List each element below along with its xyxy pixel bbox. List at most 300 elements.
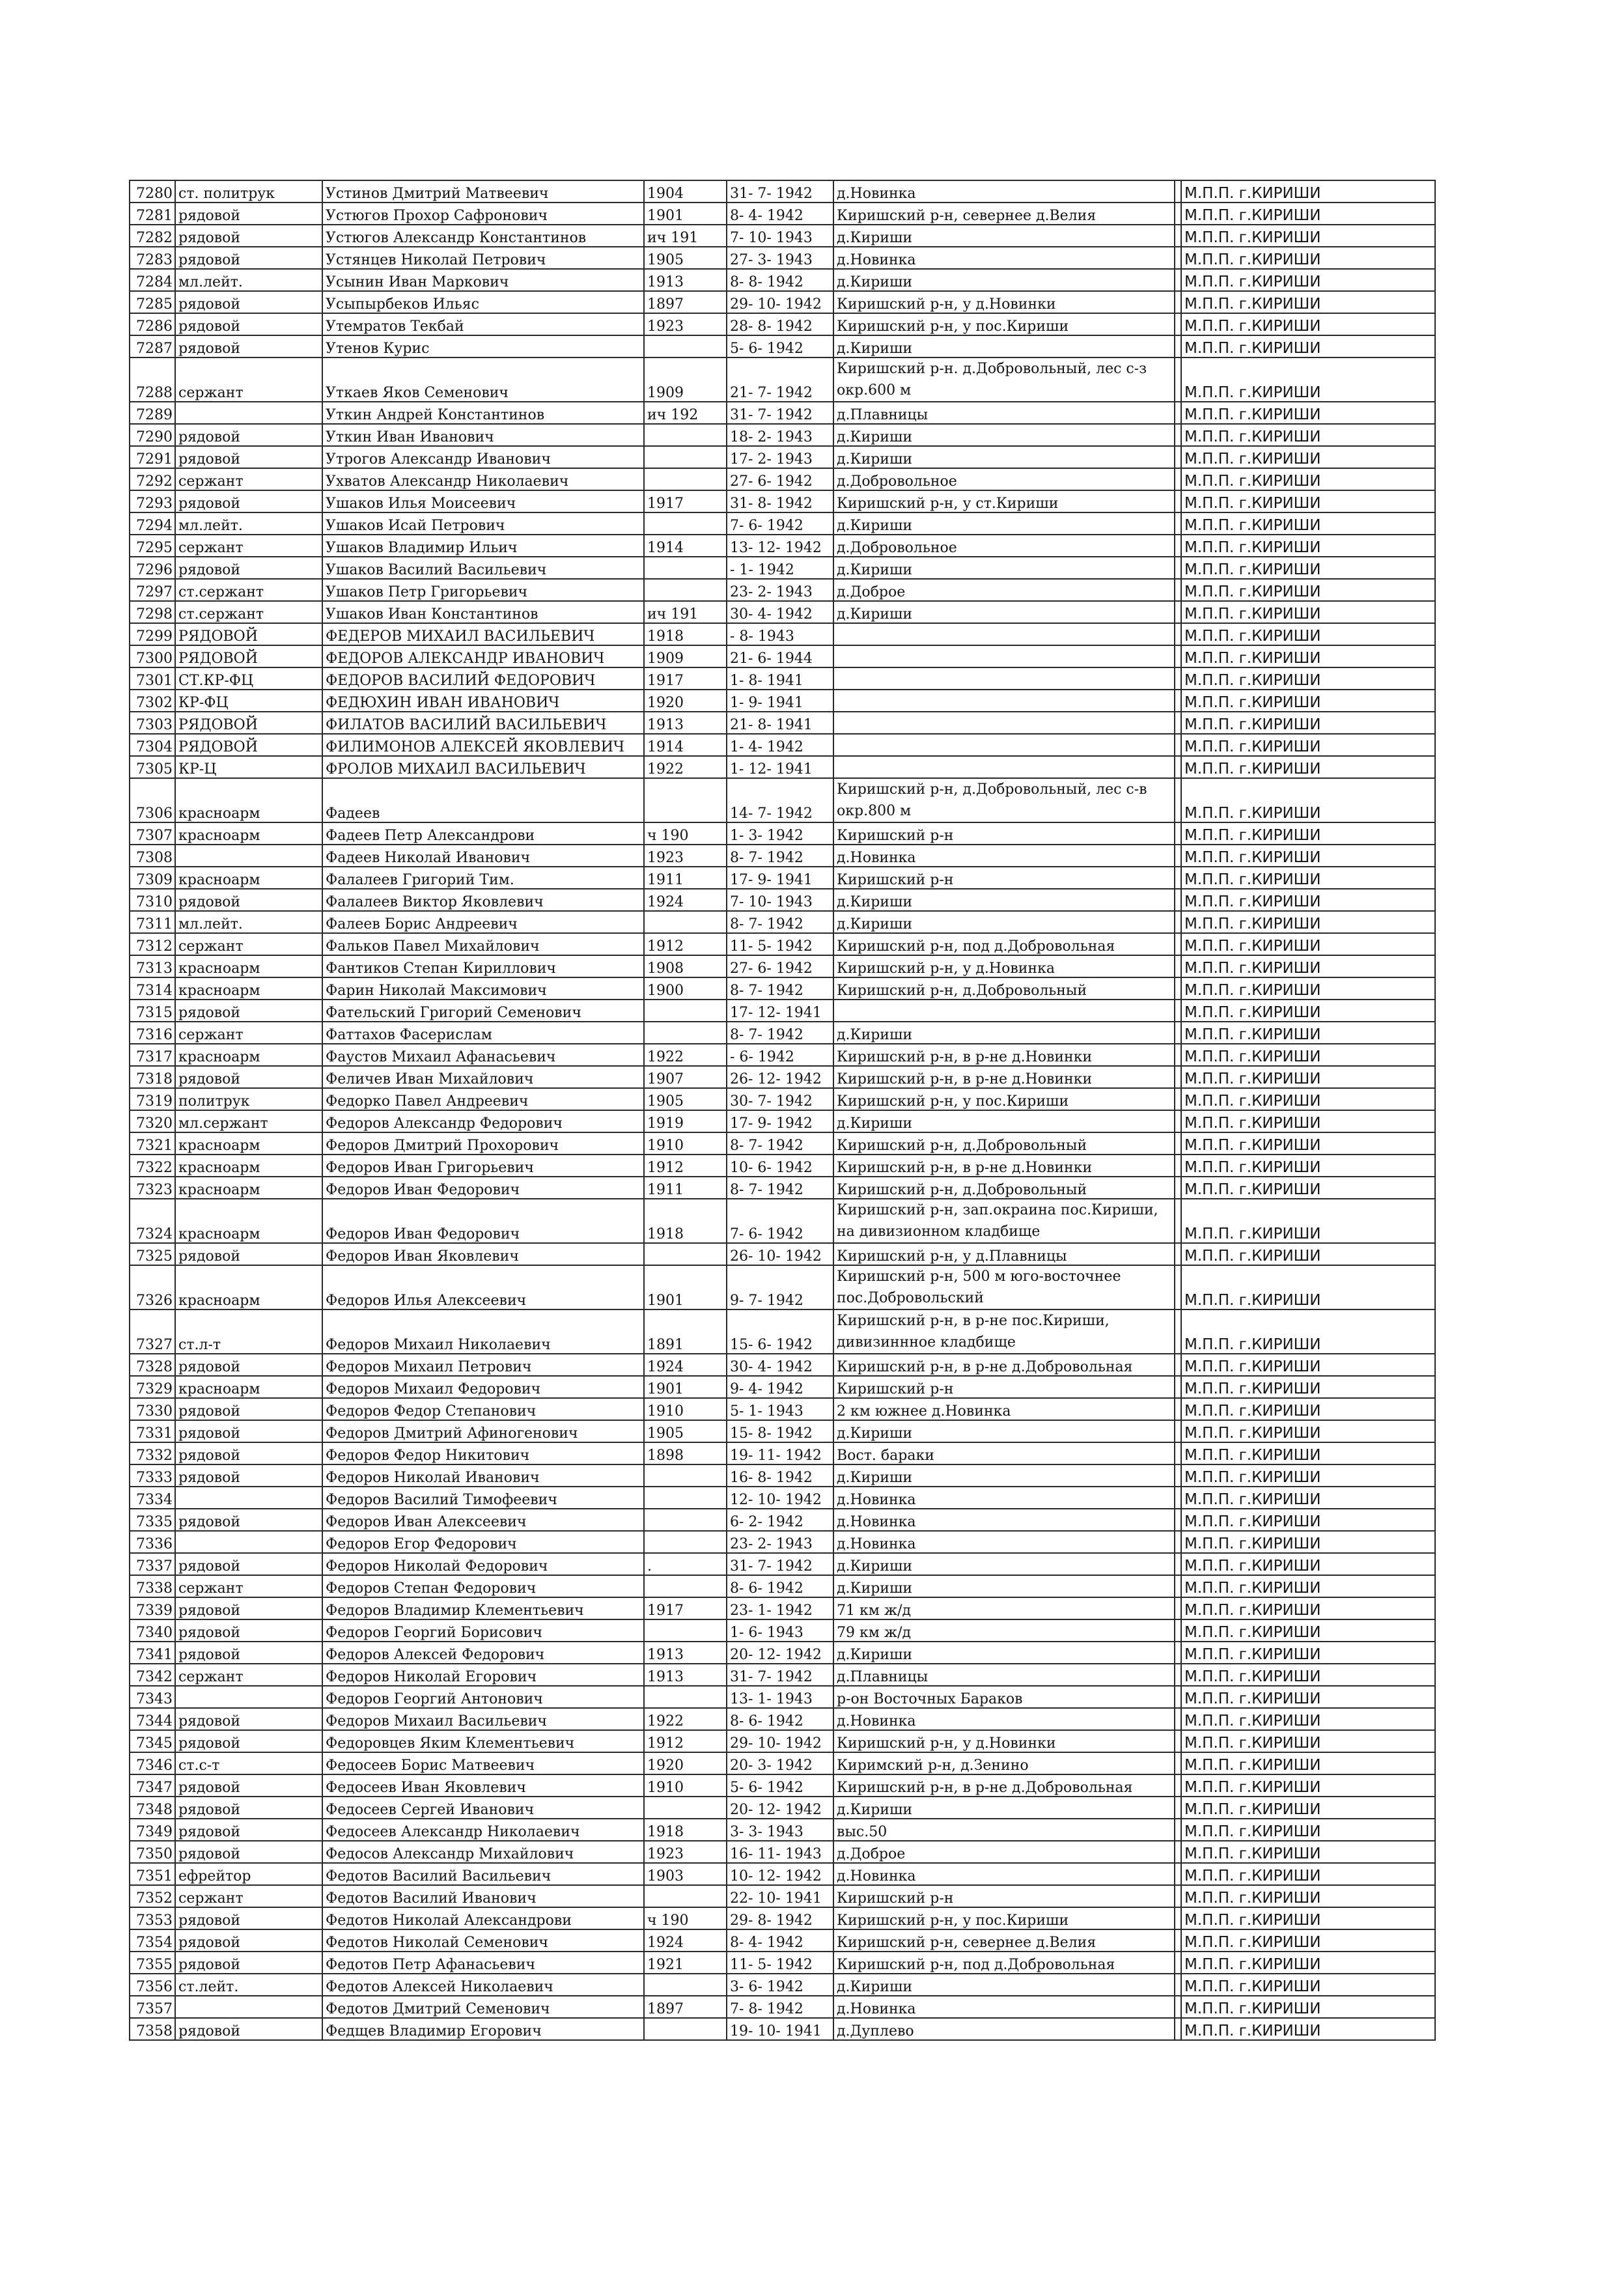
record-number-cell: 7322 (130, 1155, 175, 1177)
birth-year-cell (644, 1509, 727, 1531)
death-date-cell: 30- 4- 1942 (727, 1354, 833, 1376)
death-date-cell: 6- 2- 1942 (727, 1509, 833, 1531)
table-row (130, 203, 1435, 225)
spacer-cell (1175, 1309, 1181, 1354)
record-number-cell: 7351 (130, 1863, 175, 1885)
rank-cell: сержант (175, 1022, 322, 1044)
full-name-cell: Ушаков Василий Васильевич (322, 557, 644, 579)
rank-cell: сержант (175, 1664, 322, 1686)
death-date-cell: 17- 12- 1941 (727, 1000, 833, 1022)
birth-year-cell: 1920 (644, 1752, 727, 1774)
birth-year-cell: 1907 (644, 1066, 727, 1088)
spacer-cell (1175, 1642, 1181, 1664)
memorial-place-cell: М.П.П. г.КИРИШИ (1181, 1376, 1435, 1398)
record-number-cell: 7307 (130, 822, 175, 845)
full-name-cell: Уткин Иван Иванович (322, 424, 644, 446)
birth-year-cell: 1913 (644, 1664, 727, 1686)
table-row (130, 623, 1435, 645)
spacer-cell (1175, 822, 1181, 845)
death-date-cell: 20- 12- 1942 (727, 1797, 833, 1819)
spacer-cell (1175, 1265, 1181, 1309)
memorial-place-cell: М.П.П. г.КИРИШИ (1181, 867, 1435, 889)
record-number-cell: 7288 (130, 357, 175, 402)
table-row (130, 1177, 1435, 1199)
memorial-place-cell: М.П.П. г.КИРИШИ (1181, 1597, 1435, 1619)
birth-year-cell: 1901 (644, 203, 727, 225)
death-date-cell: 1- 8- 1941 (727, 667, 833, 690)
birth-year-cell: 1914 (644, 535, 727, 557)
rank-cell: ст.с-т (175, 1752, 322, 1774)
table-row (130, 269, 1435, 291)
record-number-cell: 7284 (130, 269, 175, 291)
rank-cell (175, 402, 322, 424)
table-row (130, 225, 1435, 247)
rank-cell: сержант (175, 1575, 322, 1597)
spacer-cell (1175, 1398, 1181, 1420)
memorial-place-cell: М.П.П. г.КИРИШИ (1181, 402, 1435, 424)
record-number-cell: 7313 (130, 955, 175, 977)
spacer-cell (1175, 225, 1181, 247)
spacer-cell (1175, 357, 1181, 402)
spacer-cell (1175, 1088, 1181, 1110)
spacer-cell (1175, 446, 1181, 468)
record-number-cell: 7336 (130, 1531, 175, 1553)
birth-year-cell: 1909 (644, 357, 727, 402)
birth-year-cell: 1924 (644, 1929, 727, 1952)
spacer-cell (1175, 1531, 1181, 1553)
table-row (130, 1354, 1435, 1376)
birth-year-cell (644, 1022, 727, 1044)
memorial-place-cell: М.П.П. г.КИРИШИ (1181, 1420, 1435, 1442)
burial-location-cell: Киришский р-н, в р-не д.Новинки (833, 1044, 1175, 1066)
full-name-cell: Федоров Алексей Федорович (322, 1642, 644, 1664)
record-number-cell: 7353 (130, 1907, 175, 1929)
table-row (130, 1044, 1435, 1066)
burial-register-table (129, 180, 1436, 2041)
memorial-place-cell: М.П.П. г.КИРИШИ (1181, 1132, 1435, 1155)
spacer-cell (1175, 955, 1181, 977)
spacer-cell (1175, 579, 1181, 601)
table-row (130, 1243, 1435, 1265)
burial-location-cell: д.Кириши (833, 557, 1175, 579)
burial-location-cell: д.Кириши (833, 601, 1175, 623)
death-date-cell: 23- 1- 1942 (727, 1597, 833, 1619)
full-name-cell: Утемратов Текбай (322, 313, 644, 335)
spacer-cell (1175, 1708, 1181, 1730)
rank-cell: КР-ФЦ (175, 690, 322, 712)
full-name-cell: Федоров Иван Яковлевич (322, 1243, 644, 1265)
birth-year-cell: 1910 (644, 1398, 727, 1420)
burial-location-cell: Киришский р-н, в р-не пос.Кириши, дивизиннное кладбище (833, 1309, 1175, 1354)
full-name-cell: Федоров Дмитрий Прохорович (322, 1132, 644, 1155)
burial-location-cell: выс.50 (833, 1819, 1175, 1841)
spacer-cell (1175, 1619, 1181, 1642)
memorial-place-cell: М.П.П. г.КИРИШИ (1181, 1066, 1435, 1088)
full-name-cell: Устянцев Николай Петрович (322, 247, 644, 269)
memorial-place-cell: М.П.П. г.КИРИШИ (1181, 1000, 1435, 1022)
record-number-cell: 7305 (130, 756, 175, 778)
death-date-cell: 29- 8- 1942 (727, 1907, 833, 1929)
rank-cell: рядовой (175, 889, 322, 911)
birth-year-cell (644, 424, 727, 446)
death-date-cell: 13- 12- 1942 (727, 535, 833, 557)
rank-cell: рядовой (175, 1819, 322, 1841)
birth-year-cell: ич 191 (644, 225, 727, 247)
memorial-place-cell: М.П.П. г.КИРИШИ (1181, 690, 1435, 712)
table-row (130, 557, 1435, 579)
memorial-place-cell: М.П.П. г.КИРИШИ (1181, 645, 1435, 667)
table-row (130, 1642, 1435, 1664)
memorial-place-cell: М.П.П. г.КИРИШИ (1181, 778, 1435, 822)
death-date-cell: 21- 7- 1942 (727, 357, 833, 402)
full-name-cell: Устюгов Прохор Сафронович (322, 203, 644, 225)
spacer-cell (1175, 933, 1181, 955)
record-number-cell: 7335 (130, 1509, 175, 1531)
birth-year-cell: 1919 (644, 1110, 727, 1132)
spacer-cell (1175, 690, 1181, 712)
record-number-cell: 7296 (130, 557, 175, 579)
rank-cell: сержант (175, 933, 322, 955)
burial-location-cell: Киришский р-н. д.Добровольный, лес с-з окр.600 м (833, 357, 1175, 402)
burial-location-cell (833, 645, 1175, 667)
spacer-cell (1175, 203, 1181, 225)
birth-year-cell: 1924 (644, 1354, 727, 1376)
full-name-cell: Ушаков Петр Григорьевич (322, 579, 644, 601)
full-name-cell: Феличев Иван Михайлович (322, 1066, 644, 1088)
spacer-cell (1175, 845, 1181, 867)
full-name-cell: Фадеев (322, 778, 644, 822)
spacer-cell (1175, 1376, 1181, 1398)
death-date-cell: - 6- 1942 (727, 1044, 833, 1066)
rank-cell: красноарм (175, 977, 322, 1000)
rank-cell: рядовой (175, 313, 322, 335)
memorial-place-cell: М.П.П. г.КИРИШИ (1181, 1199, 1435, 1243)
full-name-cell: Федотов Дмитрий Семенович (322, 1996, 644, 2018)
record-number-cell: 7354 (130, 1929, 175, 1952)
burial-location-cell: Киришский р-н, д.Добровольный (833, 1177, 1175, 1199)
rank-cell: ст.л-т (175, 1309, 322, 1354)
full-name-cell: Федотов Василий Иванович (322, 1885, 644, 1907)
table-row (130, 1022, 1435, 1044)
burial-location-cell: д.Кириши (833, 1974, 1175, 1996)
death-date-cell: 31- 7- 1942 (727, 402, 833, 424)
table-row (130, 291, 1435, 313)
full-name-cell: Фадеев Петр Александрови (322, 822, 644, 845)
spacer-cell (1175, 1907, 1181, 1929)
full-name-cell: Федосеев Александр Николаевич (322, 1819, 644, 1841)
record-number-cell: 7298 (130, 601, 175, 623)
birth-year-cell: 1918 (644, 623, 727, 645)
record-number-cell: 7309 (130, 867, 175, 889)
record-number-cell: 7357 (130, 1996, 175, 2018)
rank-cell: красноарм (175, 1177, 322, 1199)
burial-location-cell: д.Доброе (833, 579, 1175, 601)
rank-cell: красноарм (175, 1376, 322, 1398)
full-name-cell: Уткин Андрей Константинов (322, 402, 644, 424)
rank-cell: РЯДОВОЙ (175, 712, 322, 734)
spacer-cell (1175, 911, 1181, 933)
spacer-cell (1175, 1199, 1181, 1243)
death-date-cell: 19- 11- 1942 (727, 1442, 833, 1464)
burial-location-cell: 71 км ж/д (833, 1597, 1175, 1619)
rank-cell: РЯДОВОЙ (175, 734, 322, 756)
rank-cell: рядовой (175, 1398, 322, 1420)
death-date-cell: 31- 8- 1942 (727, 490, 833, 512)
record-number-cell: 7300 (130, 645, 175, 667)
memorial-place-cell: М.П.П. г.КИРИШИ (1181, 955, 1435, 977)
record-number-cell: 7281 (130, 203, 175, 225)
memorial-place-cell: М.П.П. г.КИРИШИ (1181, 734, 1435, 756)
spacer-cell (1175, 535, 1181, 557)
birth-year-cell: 1891 (644, 1309, 727, 1354)
death-date-cell: 5- 6- 1942 (727, 335, 833, 357)
spacer-cell (1175, 1797, 1181, 1819)
spacer-cell (1175, 623, 1181, 645)
full-name-cell: Ушаков Владимир Ильич (322, 535, 644, 557)
death-date-cell: 1- 4- 1942 (727, 734, 833, 756)
death-date-cell: 9- 4- 1942 (727, 1376, 833, 1398)
table-row (130, 1000, 1435, 1022)
spacer-cell (1175, 1420, 1181, 1442)
death-date-cell: 26- 12- 1942 (727, 1066, 833, 1088)
memorial-place-cell: М.П.П. г.КИРИШИ (1181, 579, 1435, 601)
memorial-place-cell: М.П.П. г.КИРИШИ (1181, 1664, 1435, 1686)
full-name-cell: Фалалеев Григорий Тим. (322, 867, 644, 889)
birth-year-cell: 1897 (644, 1996, 727, 2018)
memorial-place-cell: М.П.П. г.КИРИШИ (1181, 1885, 1435, 1907)
burial-location-cell: 2 км южнее д.Новинка (833, 1398, 1175, 1420)
full-name-cell: Федосов Александр Михайлович (322, 1841, 644, 1863)
burial-location-cell: д.Новинка (833, 845, 1175, 867)
death-date-cell: 8- 7- 1942 (727, 845, 833, 867)
burial-location-cell: д.Кириши (833, 269, 1175, 291)
death-date-cell: 1- 3- 1942 (727, 822, 833, 845)
table-row (130, 1464, 1435, 1487)
rank-cell: рядовой (175, 2018, 322, 2040)
burial-location-cell: д.Кириши (833, 1420, 1175, 1442)
death-date-cell: 7- 6- 1942 (727, 1199, 833, 1243)
table-row (130, 1664, 1435, 1686)
record-number-cell: 7325 (130, 1243, 175, 1265)
burial-location-cell: д.Кириши (833, 1797, 1175, 1819)
burial-location-cell: Киришский р-н, севернее д.Велия (833, 203, 1175, 225)
death-date-cell: 31- 7- 1942 (727, 180, 833, 203)
record-number-cell: 7314 (130, 977, 175, 1000)
spacer-cell (1175, 1155, 1181, 1177)
death-date-cell: 8- 4- 1942 (727, 203, 833, 225)
burial-location-cell: д.Новинка (833, 1996, 1175, 2018)
birth-year-cell: 1901 (644, 1376, 727, 1398)
burial-location-cell: д.Новинка (833, 1863, 1175, 1885)
rank-cell: красноарм (175, 1155, 322, 1177)
birth-year-cell (644, 579, 727, 601)
record-number-cell: 7315 (130, 1000, 175, 1022)
birth-year-cell: 1905 (644, 1420, 727, 1442)
full-name-cell: Уткаев Яков Семенович (322, 357, 644, 402)
death-date-cell: - 1- 1942 (727, 557, 833, 579)
burial-location-cell: д.Доброе (833, 1841, 1175, 1863)
full-name-cell: ФИЛАТОВ ВАСИЛИЙ ВАСИЛЬЕВИЧ (322, 712, 644, 734)
full-name-cell: Фаттахов Фасерислам (322, 1022, 644, 1044)
spacer-cell (1175, 756, 1181, 778)
rank-cell: РЯДОВОЙ (175, 645, 322, 667)
birth-year-cell: ч 190 (644, 1907, 727, 1929)
spacer-cell (1175, 2018, 1181, 2040)
spacer-cell (1175, 1819, 1181, 1841)
rank-cell: рядовой (175, 1774, 322, 1797)
rank-cell: ст.сержант (175, 601, 322, 623)
record-number-cell: 7350 (130, 1841, 175, 1863)
death-date-cell: 23- 2- 1943 (727, 1531, 833, 1553)
memorial-place-cell: М.П.П. г.КИРИШИ (1181, 889, 1435, 911)
death-date-cell: 3- 6- 1942 (727, 1974, 833, 1996)
rank-cell: ефрейтор (175, 1863, 322, 1885)
table-row (130, 1309, 1435, 1354)
burial-location-cell: Киришский р-н, у д.Новинки (833, 1730, 1175, 1752)
table-row (130, 778, 1435, 822)
death-date-cell: 15- 6- 1942 (727, 1309, 833, 1354)
memorial-place-cell: М.П.П. г.КИРИШИ (1181, 1841, 1435, 1863)
burial-location-cell: д.Добровольное (833, 535, 1175, 557)
table-row (130, 1952, 1435, 1974)
death-date-cell: 3- 3- 1943 (727, 1819, 833, 1841)
birth-year-cell (644, 2018, 727, 2040)
record-number-cell: 7312 (130, 933, 175, 955)
birth-year-cell: 1904 (644, 180, 727, 203)
memorial-place-cell: М.П.П. г.КИРИШИ (1181, 1309, 1435, 1354)
full-name-cell: ФЕДОРОВ ВАСИЛИЙ ФЕДОРОВИЧ (322, 667, 644, 690)
birth-year-cell: 1922 (644, 1708, 727, 1730)
spacer-cell (1175, 424, 1181, 446)
spacer-cell (1175, 1885, 1181, 1907)
death-date-cell: 1- 9- 1941 (727, 690, 833, 712)
spacer-cell (1175, 889, 1181, 911)
rank-cell: СТ.КР-ФЦ (175, 667, 322, 690)
death-date-cell: 29- 10- 1942 (727, 291, 833, 313)
death-date-cell: - 8- 1943 (727, 623, 833, 645)
birth-year-cell (644, 1531, 727, 1553)
full-name-cell: Федосеев Сергей Иванович (322, 1797, 644, 1819)
memorial-place-cell: М.П.П. г.КИРИШИ (1181, 1442, 1435, 1464)
memorial-place-cell: М.П.П. г.КИРИШИ (1181, 2018, 1435, 2040)
burial-location-cell: д.Новинка (833, 180, 1175, 203)
burial-location-cell: Киришский р-н, 500 м юго-восточнее пос.Добровольский (833, 1265, 1175, 1309)
memorial-place-cell: М.П.П. г.КИРИШИ (1181, 1044, 1435, 1066)
record-number-cell: 7331 (130, 1420, 175, 1442)
table-row (130, 1752, 1435, 1774)
burial-location-cell: Киришский р-н, в р-не д.Новинки (833, 1066, 1175, 1088)
death-date-cell: 14- 7- 1942 (727, 778, 833, 822)
record-number-cell: 7328 (130, 1354, 175, 1376)
memorial-place-cell: М.П.П. г.КИРИШИ (1181, 601, 1435, 623)
full-name-cell: Федоров Василий Тимофеевич (322, 1487, 644, 1509)
memorial-place-cell: М.П.П. г.КИРИШИ (1181, 468, 1435, 490)
memorial-place-cell: М.П.П. г.КИРИШИ (1181, 1575, 1435, 1597)
memorial-place-cell: М.П.П. г.КИРИШИ (1181, 180, 1435, 203)
memorial-place-cell: М.П.П. г.КИРИШИ (1181, 667, 1435, 690)
death-date-cell: 10- 12- 1942 (727, 1863, 833, 1885)
memorial-place-cell: М.П.П. г.КИРИШИ (1181, 535, 1435, 557)
burial-location-cell: д.Новинка (833, 247, 1175, 269)
record-number-cell: 7290 (130, 424, 175, 446)
burial-location-cell: Киришский р-н, д.Добровольный, лес с-в окр.800 м (833, 778, 1175, 822)
record-number-cell: 7285 (130, 291, 175, 313)
death-date-cell: 11- 5- 1942 (727, 933, 833, 955)
memorial-place-cell: М.П.П. г.КИРИШИ (1181, 1088, 1435, 1110)
table-row (130, 712, 1435, 734)
spacer-cell (1175, 601, 1181, 623)
burial-location-cell: Киришский р-н, у пос.Кириши (833, 1088, 1175, 1110)
death-date-cell: 7- 10- 1943 (727, 889, 833, 911)
table-row (130, 579, 1435, 601)
table-row (130, 1575, 1435, 1597)
birth-year-cell: 1910 (644, 1774, 727, 1797)
birth-year-cell (644, 1243, 727, 1265)
record-number-cell: 7294 (130, 512, 175, 535)
full-name-cell: Федоров Федор Степанович (322, 1398, 644, 1420)
record-number-cell: 7356 (130, 1974, 175, 1996)
burial-location-cell: Киришский р-н, в р-не д.Добровольная (833, 1354, 1175, 1376)
birth-year-cell (644, 911, 727, 933)
death-date-cell: 26- 10- 1942 (727, 1243, 833, 1265)
spacer-cell (1175, 1952, 1181, 1974)
table-row (130, 446, 1435, 468)
spacer-cell (1175, 512, 1181, 535)
memorial-place-cell: М.П.П. г.КИРИШИ (1181, 1752, 1435, 1774)
burial-location-cell: Киришский р-н, севернее д.Велия (833, 1929, 1175, 1952)
rank-cell: сержант (175, 535, 322, 557)
memorial-place-cell: М.П.П. г.КИРИШИ (1181, 1177, 1435, 1199)
burial-location-cell: д.Кириши (833, 1642, 1175, 1664)
death-date-cell: 23- 2- 1943 (727, 579, 833, 601)
table-row (130, 1110, 1435, 1132)
table-row (130, 822, 1435, 845)
memorial-place-cell: М.П.П. г.КИРИШИ (1181, 1907, 1435, 1929)
rank-cell: красноарм (175, 778, 322, 822)
spacer-cell (1175, 1354, 1181, 1376)
burial-location-cell: Киришский р-н (833, 867, 1175, 889)
record-number-cell: 7310 (130, 889, 175, 911)
full-name-cell: Федоров Михаил Васильевич (322, 1708, 644, 1730)
memorial-place-cell: М.П.П. г.КИРИШИ (1181, 1797, 1435, 1819)
birth-year-cell: 1921 (644, 1952, 727, 1974)
full-name-cell: Федосеев Иван Яковлевич (322, 1774, 644, 1797)
memorial-place-cell: М.П.П. г.КИРИШИ (1181, 712, 1435, 734)
full-name-cell: Федорко Павел Андреевич (322, 1088, 644, 1110)
table-row (130, 667, 1435, 690)
spacer-cell (1175, 1243, 1181, 1265)
rank-cell: рядовой (175, 1597, 322, 1619)
full-name-cell: Фарин Николай Максимович (322, 977, 644, 1000)
burial-location-cell: д.Кириши (833, 1575, 1175, 1597)
birth-year-cell: 1905 (644, 247, 727, 269)
death-date-cell: 10- 6- 1942 (727, 1155, 833, 1177)
burial-location-cell: Киришский р-н, у ст.Кириши (833, 490, 1175, 512)
table-row (130, 1376, 1435, 1398)
birth-year-cell (644, 468, 727, 490)
birth-year-cell: 1910 (644, 1132, 727, 1155)
memorial-place-cell: М.П.П. г.КИРИШИ (1181, 1819, 1435, 1841)
full-name-cell: Федотов Николай Александрови (322, 1907, 644, 1929)
birth-year-cell: 1923 (644, 1841, 727, 1863)
memorial-place-cell: М.П.П. г.КИРИШИ (1181, 1863, 1435, 1885)
full-name-cell: Утрогов Александр Иванович (322, 446, 644, 468)
death-date-cell: 1- 6- 1943 (727, 1619, 833, 1642)
birth-year-cell: ч 190 (644, 822, 727, 845)
birth-year-cell (644, 1686, 727, 1708)
record-number-cell: 7289 (130, 402, 175, 424)
rank-cell: рядовой (175, 1464, 322, 1487)
